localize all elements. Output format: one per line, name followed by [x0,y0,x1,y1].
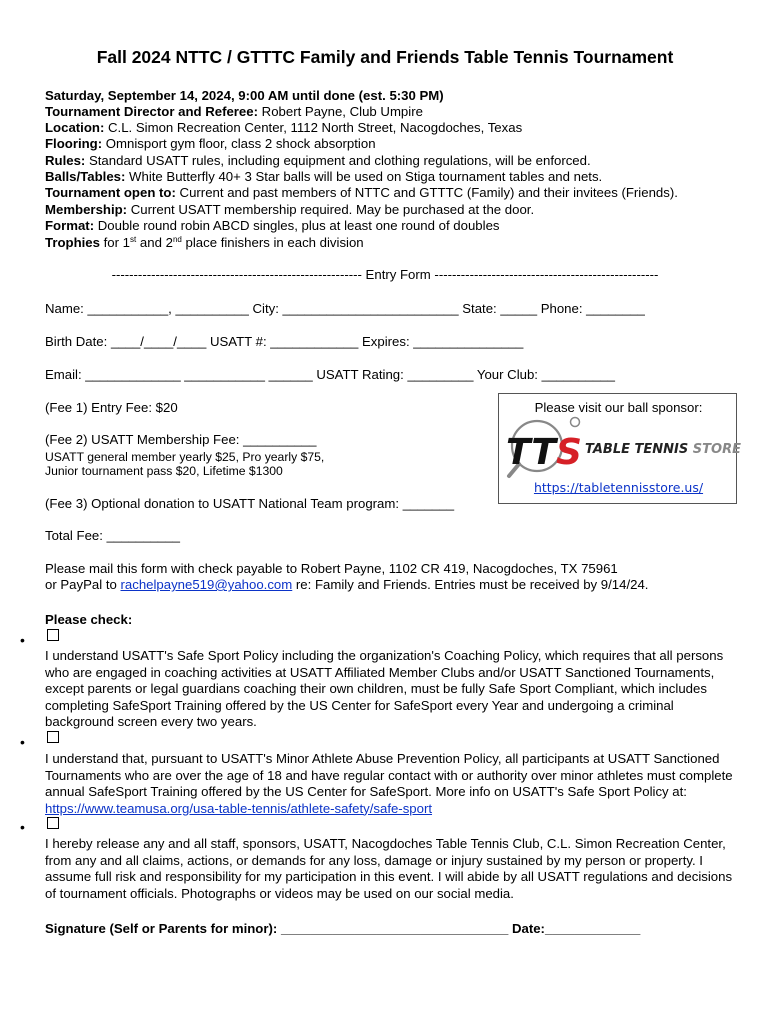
location-line [45,120,522,136]
safesport-checkbox[interactable] [47,629,59,641]
release-checkbox[interactable] [47,817,59,829]
logo-tt-part: TT [506,432,556,473]
date-line: Saturday, September 14, 2024, 9:00 AM until done (est. 5:30 PM) [45,88,444,103]
store-name-text [585,442,741,457]
mail-line-2-post: re: Family and Friends. Entries must be received by 9/14/24. [292,577,649,592]
bullet-2: • [20,734,25,750]
rules-value: Standard USATT rules, including equipment and clothing regulations, will be enforced. [85,153,591,168]
open-line [45,185,678,201]
mail-line-1: Please mail this form with check payable to Robert Payne, 1102 CR 419, Nacogdoches, TX 75961 [45,561,618,576]
sponsor-box [498,393,741,504]
minor-athlete-checkbox[interactable] [47,731,59,743]
membership-label: Membership: [45,202,128,217]
fee2-note1: USATT general member yearly $25, Pro yearly $75, [45,450,325,464]
store-name-main: TABLE TENNIS [585,442,693,457]
please-check-heading: Please check: [45,612,133,627]
open-value: Current and past members of NTTC and GTTTC (Family) and their invitees (Friends). [175,185,678,200]
balls-line [45,169,602,185]
sponsor-url-link[interactable]: https://tabletennisstore.us/ [533,480,704,495]
total-fee-line[interactable]: Total Fee: __________ [45,528,180,543]
director-line [45,104,423,120]
ball-icon [571,418,580,427]
logo-tt-text [506,432,582,473]
trophies-post: place finishers in each division [181,235,364,250]
sponsor-logo[interactable] [503,416,741,478]
paypal-email-link[interactable]: rachelpayne519@yahoo.com [120,577,293,592]
bullet-3: • [20,819,25,835]
logo-s-part: S [555,432,582,473]
flooring-value: Omnisport gym floor, class 2 shock absorption [102,136,376,151]
birth-line[interactable]: Birth Date: ____/____/____ USATT #: ____________ Expires: _______________ [45,334,524,349]
safesport-link[interactable]: https://www.teamusa.org/usa-table-tennis/athlete-safety/safe-sport [45,800,433,816]
trophies-line [45,235,364,251]
director-label: Tournament Director and Referee: [45,104,258,119]
format-line [45,218,500,234]
name-line[interactable]: Name: ___________, __________ City: ________________________ State: _____ Phone: ________ [45,301,645,316]
mail-line-2 [45,577,648,593]
safesport-statement: I understand USATT's Safe Sport Policy including the organization's Coaching Policy, which requires that all persons who are engaged in coaching activities at USATT Affiliated Member Clubs and/or USATT Sanctioned Tournaments, except parents or legal guardians coaching their own children, must be fully Safe Sport Compliant, which includes completing SafeSport Training offered by the US Center for SafeSport every Year and undergoing a criminal background screen every two years. [45,648,724,729]
minor-athlete-statement [45,751,735,817]
director-value: Robert Payne, Club Umpire [258,104,423,119]
membership-value: Current USATT membership required. May be purchased at the door. [127,202,535,217]
location-label: Location: [45,120,105,135]
format-label: Format: [45,218,95,233]
signature-line[interactable]: Signature (Self or Parents for minor): _______________________________ Date:_____________ [45,921,641,936]
membership-line [45,202,534,218]
trophies-mid: and 2 [136,235,173,250]
format-value: Double round robin ABCD singles, plus at least one round of doubles [94,218,500,233]
store-name-last: STORE [692,442,741,457]
page-title: Fall 2024 NTTC / GTTTC Family and Friends Table Tennis Tournament [96,47,674,67]
rules-label: Rules: [45,153,86,168]
email-line[interactable]: Email: _____________ ___________ ______ USATT Rating: _________ Your Club: __________ [45,367,615,382]
flooring-line [45,136,376,152]
minor-athlete-text: I understand that, pursuant to USATT's Minor Athlete Abuse Prevention Policy, all participants at USATT Sanctioned Tournaments who are over the age of 18 and have regular contact with or authority over minor athletes must complete annual SafeSport Training offered by the US Center for SafeSport. More info on USATT's Safe Sport Policy at: [45,751,733,799]
fee1-line: (Fee 1) Entry Fee: $20 [45,400,178,415]
balls-label: Balls/Tables: [45,169,126,184]
trophies-pre: for 1 [99,235,131,250]
balls-value: White Butterfly 40+ 3 Star balls will be used on Stiga tournament tables and nets. [125,169,603,184]
sponsor-url-container [499,480,738,495]
flooring-label: Flooring: [45,136,103,151]
fee3-line[interactable]: (Fee 3) Optional donation to USATT National Team program: _______ [45,496,455,511]
trophies-sup1: st [130,235,137,244]
sponsor-label: Please visit our ball sponsor: [534,400,703,415]
mail-line-2-pre: or PayPal to [45,577,121,592]
entry-form-divider: --------------------------------------------------------- Entry Form --------------------------------------------------- [111,267,659,282]
location-value: C.L. Simon Recreation Center, 1112 North Street, Nacogdoches, Texas [104,120,523,135]
release-statement: I hereby release any and all staff, sponsors, USATT, Nacogdoches Table Tennis Club, C.L. Simon Recreation Center, from any and all claims, actions, or demands for any loss, damage or injury sustained by my person or property. I assume full risk and responsibility for my participation in this event. I will abide by all USATT regulations and decisions of tournament officials. Photographs or videos may be used on our social media. [45,836,733,901]
bullet-1: • [20,632,25,648]
trophies-label: Trophies [45,235,100,250]
trophies-sup2: nd [172,235,182,244]
fee2-note2: Junior tournament pass $20, Lifetime $1300 [45,464,283,478]
open-label: Tournament open to: [45,185,176,200]
fee2-line[interactable]: (Fee 2) USATT Membership Fee: __________ [45,432,317,447]
rules-line [45,153,591,169]
